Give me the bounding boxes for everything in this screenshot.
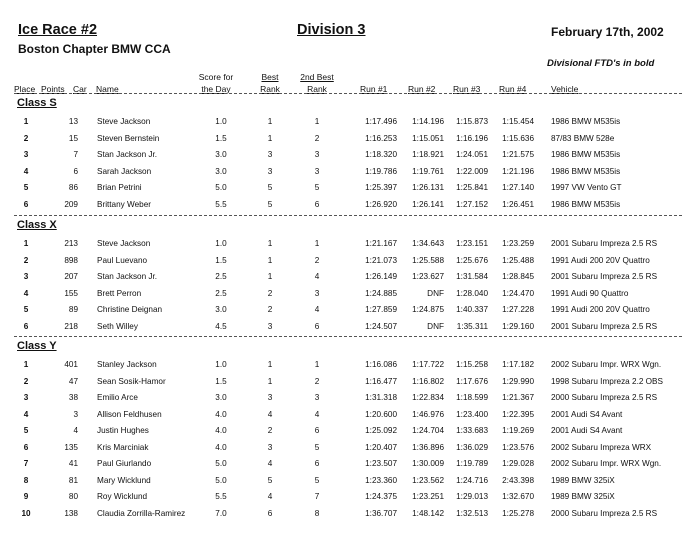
second-best-rank-cell: 2 (314, 376, 320, 386)
run-3-cell: 1:28.040 (456, 288, 488, 298)
run-4-cell: 1:25.488 (502, 255, 534, 265)
run-4-cell: 1:24.470 (502, 288, 534, 298)
run-1-cell: 1:26.920 (365, 199, 397, 209)
run-3-cell: 1:31.584 (456, 272, 488, 281)
class-heading: Class S (17, 97, 57, 109)
car-number-cell: 6 (73, 166, 78, 176)
run-1-cell: 1:16.253 (365, 133, 397, 143)
driver-name-cell: Steven Bernstein (97, 133, 160, 143)
driver-name-cell: Brittany Weber (97, 199, 151, 209)
best-rank-cell: 5 (267, 475, 273, 485)
col-header-second-line1: 2nd Best (300, 72, 334, 82)
score-cell: 4.0 (215, 442, 227, 452)
col-header-second-line2: Rank (307, 84, 327, 94)
best-rank-cell: 1 (267, 239, 273, 248)
car-number-cell: 13 (68, 117, 78, 126)
score-cell: 2.5 (215, 272, 227, 281)
run-4-cell: 1:21.575 (502, 150, 534, 159)
run-4-cell: 1:29.028 (502, 459, 534, 468)
run-1-cell: 1:20.407 (365, 442, 397, 452)
second-best-rank-cell: 4 (314, 305, 320, 314)
driver-name-cell: Seth Willey (97, 321, 138, 331)
run-2-cell: 1:14.196 (412, 117, 444, 126)
run-3-cell: 1:33.683 (456, 426, 488, 435)
run-3-cell: 1:18.599 (456, 393, 488, 402)
place-cell: 3 (23, 393, 29, 402)
vehicle-cell: 1998 Subaru Impreza 2.2 OBS (551, 376, 663, 386)
score-cell: 1.5 (215, 376, 227, 386)
best-rank-cell: 3 (267, 150, 273, 159)
vehicle-cell: 2001 Subaru Impreza 2.5 RS (551, 239, 658, 248)
car-number-cell: 4 (73, 426, 78, 435)
run-4-cell: 2:43.398 (502, 475, 534, 485)
vehicle-cell: 2002 Subaru Impreza WRX (551, 442, 652, 452)
run-4-cell: 1:15.636 (502, 133, 534, 143)
score-cell: 2.5 (215, 288, 227, 298)
car-number-cell: 138 (64, 508, 78, 518)
table-row (14, 319, 682, 335)
run-1-cell: 1:23.360 (365, 475, 397, 485)
best-rank-cell: 1 (267, 376, 273, 386)
best-rank-cell: 3 (267, 166, 273, 176)
col-header-place: Place (14, 84, 36, 94)
driver-name-cell: Steve Jackson (97, 239, 151, 248)
car-number-cell: 41 (68, 459, 78, 468)
run-3-cell: 1:15.873 (456, 117, 488, 126)
driver-name-cell: Claudia Zorrilla-Ramirez (97, 508, 186, 518)
table-row (14, 236, 682, 252)
table-row (14, 407, 682, 423)
driver-name-cell: Paul Luevano (97, 255, 148, 265)
run-4-cell: 1:22.395 (502, 409, 534, 419)
place-cell: 3 (23, 272, 29, 281)
score-cell: 5.0 (215, 183, 227, 192)
col-header-run1: Run #1 (360, 84, 388, 94)
event-title: Ice Race #2 (18, 22, 98, 38)
driver-name-cell: Christine Deignan (97, 305, 163, 314)
place-cell: 1 (23, 117, 29, 126)
best-rank-cell: 3 (267, 442, 273, 452)
run-2-cell: 1:23.562 (412, 475, 444, 485)
best-rank-cell: 5 (267, 183, 273, 192)
run-1-cell: 1:21.073 (365, 255, 397, 265)
run-4-cell: 1:15.454 (502, 117, 534, 126)
score-cell: 7.0 (215, 508, 227, 518)
score-cell: 1.0 (215, 239, 227, 248)
run-3-cell: 1:17.676 (456, 376, 488, 386)
run-3-cell: 1:36.029 (456, 442, 488, 452)
driver-name-cell: Sarah Jackson (97, 166, 152, 176)
run-3-cell: 1:24.716 (456, 475, 488, 485)
chapter-name: Boston Chapter BMW CCA (18, 42, 171, 56)
second-best-rank-cell: 6 (314, 199, 320, 209)
table-row (14, 269, 682, 285)
vehicle-cell: 1991 Audi 200 20V Quattro (551, 255, 650, 265)
place-cell: 9 (23, 492, 29, 501)
score-cell: 5.5 (215, 199, 227, 209)
run-3-cell: 1:29.013 (456, 492, 488, 501)
best-rank-cell: 1 (267, 272, 273, 281)
driver-name-cell: Stanley Jackson (97, 360, 157, 369)
car-number-cell: 213 (64, 239, 78, 248)
best-rank-cell: 4 (267, 459, 273, 468)
place-cell: 7 (23, 459, 29, 468)
run-1-cell: 1:23.507 (365, 459, 397, 468)
second-best-rank-cell: 1 (314, 117, 320, 126)
score-cell: 1.5 (215, 133, 227, 143)
car-number-cell: 15 (68, 133, 78, 143)
score-cell: 4.0 (215, 426, 227, 435)
ftd-note: Divisional FTD's in bold (547, 58, 655, 69)
section-divider (14, 93, 682, 94)
score-cell: 4.0 (215, 409, 227, 419)
table-row (14, 489, 682, 505)
car-number-cell: 3 (73, 409, 78, 419)
run-4-cell: 1:32.670 (502, 492, 534, 501)
table-row (14, 164, 682, 180)
run-3-cell: 1:25.676 (456, 255, 488, 265)
place-cell: 8 (23, 475, 29, 485)
second-best-rank-cell: 5 (314, 442, 320, 452)
run-1-cell: 1:24.885 (365, 288, 397, 298)
section-divider (14, 215, 682, 216)
score-cell: 5.0 (215, 459, 227, 468)
table-row (14, 390, 682, 406)
place-cell: 3 (23, 150, 29, 159)
best-rank-cell: 3 (267, 393, 273, 402)
run-4-cell: 1:23.576 (502, 442, 534, 452)
driver-name-cell: Stan Jackson Jr. (97, 272, 158, 281)
driver-name-cell: Steve Jackson (97, 117, 151, 126)
col-header-score-line2: the Day (201, 84, 231, 94)
place-cell: 10 (21, 508, 31, 518)
run-4-cell: 1:23.259 (502, 239, 534, 248)
run-1-cell: 1:16.477 (365, 376, 397, 386)
vehicle-cell: 2000 Subaru Impreza 2.5 RS (551, 508, 658, 518)
best-rank-cell: 1 (267, 255, 273, 265)
driver-name-cell: Allison Feldhusen (97, 409, 162, 419)
driver-name-cell: Mary Wicklund (97, 475, 151, 485)
run-2-cell: 1:26.141 (412, 199, 444, 209)
table-row (14, 506, 682, 522)
second-best-rank-cell: 3 (314, 393, 320, 402)
table-row (14, 440, 682, 456)
col-header-run2: Run #2 (408, 84, 436, 94)
place-cell: 1 (23, 239, 29, 248)
driver-name-cell: Roy Wicklund (97, 492, 148, 501)
run-1-cell: 1:26.149 (365, 272, 397, 281)
run-3-cell: 1:22.009 (456, 166, 488, 176)
second-best-rank-cell: 2 (314, 133, 320, 143)
col-header-best-line2: Rank (260, 84, 280, 94)
best-rank-cell: 6 (267, 508, 273, 518)
run-3-cell: 1:35.311 (456, 321, 488, 331)
best-rank-cell: 5 (267, 199, 273, 209)
vehicle-cell: 2000 Subaru Impreza 2.5 RS (551, 393, 658, 402)
best-rank-cell: 4 (267, 409, 273, 419)
second-best-rank-cell: 3 (314, 150, 320, 159)
run-4-cell: 1:21.367 (502, 393, 534, 402)
run-4-cell: 1:27.228 (502, 305, 534, 314)
vehicle-cell: 1986 BMW M535is (551, 199, 621, 209)
run-3-cell: 1:16.196 (456, 133, 488, 143)
table-row (14, 456, 682, 472)
run-2-cell: 1:26.131 (412, 183, 444, 192)
second-best-rank-cell: 6 (314, 426, 320, 435)
run-4-cell: 1:26.451 (502, 199, 534, 209)
driver-name-cell: Stan Jackson Jr. (97, 150, 158, 159)
table-row (14, 357, 682, 373)
car-number-cell: 89 (68, 305, 78, 314)
driver-name-cell: Justin Hughes (97, 426, 149, 435)
run-2-cell: 1:46.976 (412, 409, 444, 419)
second-best-rank-cell: 6 (314, 459, 320, 468)
vehicle-cell: 2002 Subaru Impr. WRX Wgn. (551, 360, 662, 369)
second-best-rank-cell: 8 (314, 508, 320, 518)
car-number-cell: 47 (68, 376, 78, 386)
car-number-cell: 209 (64, 199, 78, 209)
run-2-cell: DNF (427, 288, 444, 298)
run-1-cell: 1:31.318 (365, 393, 397, 402)
vehicle-cell: 2001 Subaru Impreza 2.5 RS (551, 272, 658, 281)
run-3-cell: 1:40.337 (456, 305, 488, 314)
second-best-rank-cell: 1 (314, 239, 320, 248)
place-cell: 6 (23, 442, 29, 452)
second-best-rank-cell: 7 (314, 492, 320, 501)
place-cell: 5 (23, 426, 29, 435)
driver-name-cell: Brett Perron (97, 288, 142, 298)
score-cell: 3.0 (215, 393, 227, 402)
table-row (14, 131, 682, 147)
score-cell: 5.5 (215, 492, 227, 501)
score-cell: 5.0 (215, 475, 227, 485)
score-cell: 4.5 (215, 321, 227, 331)
col-header-name: Name (96, 84, 119, 94)
section-divider (14, 336, 682, 337)
car-number-cell: 898 (64, 255, 78, 265)
run-2-cell: 1:34.643 (412, 239, 444, 248)
place-cell: 4 (23, 166, 29, 176)
run-1-cell: 1:25.397 (365, 183, 397, 192)
table-row (14, 147, 682, 163)
vehicle-cell: 2002 Subaru Impr. WRX Wgn. (551, 459, 662, 468)
place-cell: 2 (23, 255, 29, 265)
best-rank-cell: 3 (267, 321, 273, 331)
col-header-best-line1: Best (261, 72, 279, 82)
run-1-cell: 1:17.496 (365, 117, 397, 126)
table-row (14, 302, 682, 318)
run-1-cell: 1:36.707 (365, 508, 397, 518)
run-2-cell: 1:23.627 (412, 272, 444, 281)
table-row (14, 253, 682, 269)
vehicle-cell: 1986 BMW M535is (551, 150, 621, 159)
vehicle-cell: 1986 BMW M535is (551, 166, 621, 176)
run-2-cell: 1:48.142 (412, 508, 444, 518)
run-3-cell: 1:15.258 (456, 360, 488, 369)
run-2-cell: 1:17.722 (412, 360, 444, 369)
vehicle-cell: 1989 BMW 325iX (551, 492, 615, 501)
vehicle-cell: 1991 Audi 200 20V Quattro (551, 305, 650, 314)
best-rank-cell: 1 (267, 117, 273, 126)
second-best-rank-cell: 5 (314, 475, 320, 485)
car-number-cell: 86 (68, 183, 78, 192)
score-cell: 1.0 (215, 360, 227, 369)
run-3-cell: 1:27.152 (456, 199, 488, 209)
best-rank-cell: 4 (267, 492, 273, 501)
run-2-cell: 1:36.896 (412, 442, 444, 452)
col-header-car: Car (73, 84, 87, 94)
table-row (14, 197, 682, 213)
event-date: February 17th, 2002 (551, 25, 664, 39)
place-cell: 5 (23, 305, 29, 314)
driver-name-cell: Paul Giurlando (97, 459, 152, 468)
place-cell: 6 (23, 321, 29, 331)
run-4-cell: 1:29.990 (502, 376, 534, 386)
vehicle-cell: 2001 Audi S4 Avant (551, 409, 623, 419)
run-3-cell: 1:19.789 (456, 459, 488, 468)
car-number-cell: 207 (64, 272, 78, 281)
run-2-cell: 1:18.921 (412, 150, 444, 159)
run-2-cell: 1:23.251 (412, 492, 444, 501)
place-cell: 5 (23, 183, 29, 192)
place-cell: 4 (23, 288, 29, 298)
car-number-cell: 135 (64, 442, 78, 452)
place-cell: 6 (23, 199, 29, 209)
second-best-rank-cell: 2 (314, 255, 320, 265)
run-4-cell: 1:17.182 (502, 360, 534, 369)
vehicle-cell: 1989 BMW 325iX (551, 475, 615, 485)
table-row (14, 423, 682, 439)
best-rank-cell: 2 (267, 305, 273, 314)
vehicle-cell: 1991 Audi 90 Quattro (551, 288, 629, 298)
run-4-cell: 1:21.196 (502, 166, 534, 176)
run-3-cell: 1:32.513 (456, 508, 488, 518)
score-cell: 3.0 (215, 150, 227, 159)
best-rank-cell: 1 (267, 360, 273, 369)
run-2-cell: 1:16.802 (412, 376, 444, 386)
col-header-score-line1: Score for (198, 72, 234, 82)
run-2-cell: 1:24.875 (412, 305, 444, 314)
run-2-cell: 1:22.834 (412, 393, 444, 402)
run-2-cell: 1:24.704 (412, 426, 444, 435)
run-4-cell: 1:28.845 (502, 272, 534, 281)
run-1-cell: 1:18.320 (365, 150, 397, 159)
second-best-rank-cell: 5 (314, 183, 320, 192)
run-2-cell: 1:19.761 (412, 166, 444, 176)
run-4-cell: 1:29.160 (502, 321, 534, 331)
driver-name-cell: Sean Sosik-Hamor (97, 376, 166, 386)
table-row (14, 374, 682, 390)
score-cell: 1.0 (215, 117, 227, 126)
table-row (14, 180, 682, 196)
place-cell: 4 (23, 409, 29, 419)
driver-name-cell: Brian Petrini (97, 183, 142, 192)
car-number-cell: 218 (64, 321, 78, 331)
place-cell: 2 (23, 133, 29, 143)
driver-name-cell: Emilio Arce (97, 393, 138, 402)
col-header-run4: Run #4 (499, 84, 527, 94)
run-4-cell: 1:25.278 (502, 508, 534, 518)
run-3-cell: 1:23.151 (456, 239, 488, 248)
run-1-cell: 1:20.600 (365, 409, 397, 419)
run-3-cell: 1:25.841 (456, 183, 488, 192)
run-2-cell: 1:25.588 (412, 255, 444, 265)
col-header-run3: Run #3 (453, 84, 481, 94)
place-cell: 2 (23, 376, 29, 386)
second-best-rank-cell: 6 (314, 321, 320, 331)
run-1-cell: 1:25.092 (365, 426, 397, 435)
best-rank-cell: 2 (267, 288, 273, 298)
vehicle-cell: 2001 Subaru Impreza 2.5 RS (551, 321, 658, 331)
col-header-vehicle: Vehicle (551, 84, 579, 94)
run-4-cell: 1:27.140 (502, 183, 534, 192)
second-best-rank-cell: 4 (314, 409, 320, 419)
class-heading: Class Y (17, 340, 57, 352)
second-best-rank-cell: 3 (314, 166, 320, 176)
vehicle-cell: 1997 VW Vento GT (551, 183, 622, 192)
run-1-cell: 1:19.786 (365, 166, 397, 176)
run-1-cell: 1:16.086 (365, 360, 397, 369)
score-cell: 1.5 (215, 255, 227, 265)
driver-name-cell: Kris Marciniak (97, 442, 149, 452)
vehicle-cell: 1986 BMW M535is (551, 117, 621, 126)
run-1-cell: 1:21.167 (365, 239, 397, 248)
vehicle-cell: 2001 Audi S4 Avant (551, 426, 623, 435)
table-row (14, 473, 682, 489)
table-row (14, 114, 682, 130)
run-2-cell: 1:30.009 (412, 459, 444, 468)
class-heading: Class X (17, 219, 57, 231)
run-1-cell: 1:27.859 (365, 305, 397, 314)
run-4-cell: 1:19.269 (502, 426, 534, 435)
division-title: Division 3 (297, 22, 366, 38)
score-cell: 3.0 (215, 305, 227, 314)
score-cell: 3.0 (215, 166, 227, 176)
run-3-cell: 1:23.400 (456, 409, 488, 419)
car-number-cell: 7 (73, 150, 78, 159)
run-1-cell: 1:24.507 (365, 321, 397, 331)
car-number-cell: 401 (64, 360, 78, 369)
run-2-cell: 1:15.051 (412, 133, 444, 143)
best-rank-cell: 1 (267, 133, 273, 143)
run-1-cell: 1:24.375 (365, 492, 397, 501)
col-header-points: Points (41, 84, 65, 94)
table-row (14, 286, 682, 302)
second-best-rank-cell: 4 (314, 272, 320, 281)
car-number-cell: 38 (68, 393, 78, 402)
car-number-cell: 81 (68, 475, 78, 485)
car-number-cell: 80 (68, 492, 78, 501)
run-2-cell: DNF (427, 321, 444, 331)
second-best-rank-cell: 3 (314, 288, 320, 298)
place-cell: 1 (23, 360, 29, 369)
car-number-cell: 155 (64, 288, 78, 298)
vehicle-cell: 87/83 BMW 528e (551, 133, 615, 143)
second-best-rank-cell: 1 (314, 360, 320, 369)
best-rank-cell: 2 (267, 426, 273, 435)
run-3-cell: 1:24.051 (456, 150, 488, 159)
